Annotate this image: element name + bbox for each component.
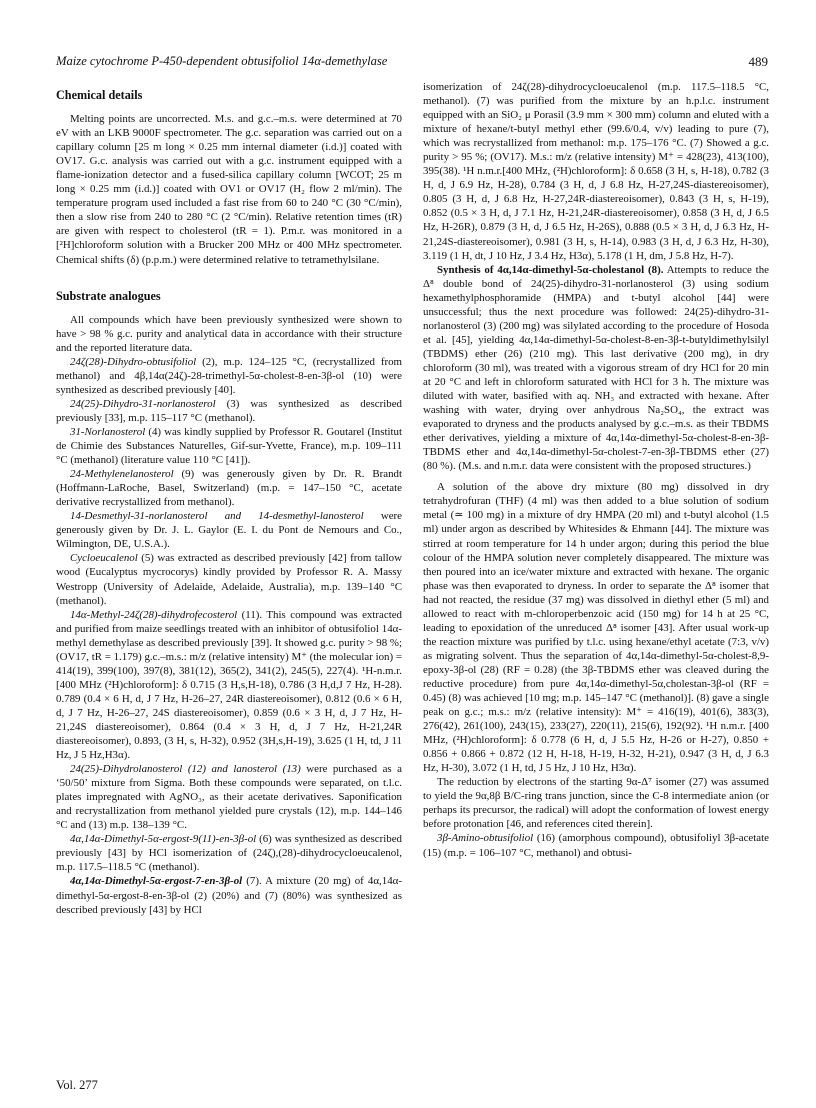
paragraph: All compounds which have been previously synthesized were shown to have > 98 % g.c. purity and analytical data in accordance with their structure and the reported literature data.	[56, 313, 402, 354]
compound-name: 24ζ(28)-Dihydro-obtusifoliol	[70, 355, 197, 368]
compound-name: Cycloeucalenol	[70, 552, 138, 565]
right-column	[423, 80, 769, 860]
paragraph: 24-Methylenelanosterol (9) was generously given by Dr. R. Brandt (Hoffmann-LaRoche, Basel, Switzerland) (m.p. = 147–150 °C, acetate derivative recrystallized from methanol).	[56, 468, 402, 509]
compound-name: 24(25)-Dihydro-31-norlanosterol	[70, 397, 216, 410]
paragraph: 24(25)-Dihydrolanosterol (12) and lanosterol (13) were purchased as a ‘50/50’ mixture from Sigma. Both these compounds were separated, on t.l.c. plates impregnated with AgNO₃, as their acetate derivatives. Saponification and recrystallization from methanol yielded pure crystals (12), m.p. 144–146 °C and (13) m.p. 138–139 °C.	[56, 763, 402, 832]
running-title: Maize cytochrome P-450-dependent obtusifoliol 14α-demethylase	[56, 54, 388, 68]
compound-name: 24(25)-Dihydrolanosterol (12) and lanosterol (13)	[70, 763, 301, 776]
section-heading-substrate-analogues: Substrate analogues	[56, 288, 161, 303]
section-heading-chemical-details: Chemical details	[56, 88, 143, 102]
volume-footer: Vol. 277	[56, 1078, 98, 1092]
compound-name: 14α-Methyl-24ζ(28)-dihydrofecosterol	[70, 608, 238, 621]
paragraph-chemical-details: Melting points are uncorrected. M.s. and g.c.–m.s. were determined at 70 eV with an LKB 9000F spectrometer. The g.c. separation was carried out on a capillary column [25 m long × 0.25 mm internal diameter (i.d.)] coated with OV17. G.c. analysis was carried out with a g.c. instrument equipped with a flame-ionization detector and a fused-silica capillary column [WCOT; 25 m long × 0.25 mm (i.d.)] coated with OV1 or OV17 (H₂ flow 2 ml/min). The temperature program used included a fast rise from 60 to 240 °C (30 °C/min), then a slow rise from 240 to 280 °C (2 °C/min). Relative retention times (tR) are given with respect to cholesterol (tR = 1). P.m.r. was monitored in a [²H]chloroform solution with a Brucker 200 MHz or 400 MHz spectrometer. Chemical shifts (δ) (p.p.m.) were determined relative to tetramethylsilane.	[56, 113, 402, 266]
compound-name: 3β-Amino-obtusifoliol	[437, 832, 534, 845]
compound-name: 4α,14α-Dimethyl-5α-ergost-7-en-3β-ol	[70, 875, 243, 888]
compound-name: 24-Methylenelanosterol	[70, 468, 174, 481]
paragraph: A solution of the above dry mixture (80 mg) dissolved in dry tetrahydrofuran (THF) (4 ml) was then added to a blue solution of sodium metal (≃ 100 mg) in a mixture of dry HMPA (20 ml) and t-butyl alcohol (1.5 ml) under argon as described by Whitesides & Ehmann [44]. The mixture was stirred at room temperature for 14 h under argon; during this period the blue colour of the HMPA solution never completely disappeared. The mixture was then poured into an ice/water mixture and extracted with hexane. The organic phase was then evaporated to dryness. In order to separate the Δ⁸ isomer that had not reacted, the residue (37 mg) was dissolved in diethyl ether (5 ml) and allowed to react with m-chloroperbenzoic acid (150 mg) for 14 h at 25 °C, leading to epoxidation of the unreduced Δ⁸ isomer [43]. After usual work-up the reaction mixture was purified by t.l.c. using hexane/ethyl acetate (7:3, v/v) as migrating solvent. Thus the separation of 4α,14α-dimethyl-5α-cholest-8,9-epoxy-3β-ol (28) (RF = 0.28) (the 3β-TBDMS ether was cleaved during the reductive procedure) from pure 4α,14α-dimethyl-5α,cholestan-3β-ol (RF = 0.45) (8) was achieved [10 mg; m.p. 145–147 °C (methanol)]. (8) gave a single peak on g.c.; m.s.: m/z (relative intensity): M⁺ = 416(19), 401(6), 383(3), 276(42), 261(100), 243(15), 233(27), 220(11), 215(6), 192(92). ¹H n.m.r. [400 MHz, (²H)chloroform]: δ 0.778 (6 H, d, J 5.5 Hz, H-26 or H-27), 0.850 + 0.856 + 0.866 + 0.872 (12 H, H-18, H-19, H-32, H-21), 0.947 (3 H, d, J 6.3 Hz, H-30), 3.072 (1 H, td, J 5 Hz, J 10 Hz, H3α).	[423, 481, 769, 775]
paragraph: isomerization of 24ζ(28)-dihydrocycloeucalenol (m.p. 117.5–118.5 °C, methanol). (7) was purified from the mixture by an h.p.l.c. instrument equipped with an SiO₂ μ Porasil (3.9 mm × 300 mm) column and eluted with a mixture of hexane/t-butyl methyl ether (99.6/0.4, v/v) leading to pure (7), which was recrystallized from methanol: m.p. 175–176 °C. (7) Showed a g.c. purity > 95 %; (OV17). M.s.: m/z (relative intensity) M⁺ = 428(23), 413(100), 395(38). ¹H n.m.r.[400 MHz, (²H)chloroform]: δ 0.658 (3 H, s, H-18), 0.782 (3 H, d, J 6.9 Hz, H-28), 0.784 (3 H, d, J 6.8 Hz, H-27,24S-diastereoisomer), 0.805 (3 H, d, J 6.8 Hz, H-27,24R-diastereoisomer), 0.843 (3 H, s, H-19), 0.852 (0.5 × 3 H, d, J 7.1 Hz, H-21,24R-diastereoisomer), 0.858 (3 H, d, J 6.5 Hz, H-26R), 0.879 (3 H, d, J 6.5 Hz, H-26S), 0.888 (0.5 × 3 H, d, J 6.3 Hz, H-21,24S-diastereoisomer), 0.981 (3 H, s, H-14), 0.983 (3 H, d, J 6.3 Hz, H-30), 3.119 (1 H, dt, J 10 Hz, J 3.4 Hz, H3α), 5.178 (1 H, dm, J 5.8 Hz, H-7).	[423, 81, 769, 262]
left-column	[56, 80, 402, 917]
paragraph: Synthesis of 4α,14α-dimethyl-5α-cholestanol (8). Attempts to reduce the Δ⁸ double bond of 24(25)-dihydro-31-norlanosterol (3) using sodium hexamethylphosphoramide (HMPA) and t-butyl alcohol [44] were unsuccessful; thus the next procedure was followed: 24(25)-dihydro-31-norlanosterol (3) (200 mg) was silylated according to the procedure of Hosoda et al. [45], yielding 4α,14α-dimethyl-5α-cholest-8-en-3β-t-butyldimethylsilyl (TBDMS) ether (26) (210 mg). This last derivative (200 mg), in dry chloroform (30 ml), was treated with a vigorous stream of dry HCl for 20 min at 20 °C and left in chloroform saturated with HCl for 3 h. The mixture was diluted with water, basified with aq. NH₃ and extracted with hexane. After washing with water, drying over anhydrous Na₂SO₄, the extract was evaporated to dryness and the products analysed by g.c.–m.s. as their TBDMS ether derivatives, yielding a mixture of 4α,14α-dimethyl-5α-cholest-8-en-3β-TBDMS ether and 4α,14α-dimethyl-5α-cholest-7-en-3β-TBDMS ether (27) (80 %). (M.s. and n.m.r. data were consistent with the proposed structures.)	[423, 263, 769, 473]
paragraph: Cycloeucalenol (5) was extracted as described previously [42] from tallow wood (Eucalyptus mycrocorys) kindly provided by Professor R. A. Massy Westropp (University of Adelaide, Adelaide, Australia), m.p. 139–140 °C (methanol).	[56, 552, 402, 607]
compound-name: 31-Norlanosterol	[70, 425, 146, 438]
paragraph: 24ζ(28)-Dihydro-obtusifoliol (2), m.p. 124–125 °C, (recrystallized from methanol) and 4β,14α(24ζ)-28-trimethyl-5α-cholest-8-en-3β-ol (10) were synthesized as described previously [40].	[56, 355, 402, 396]
subsection-heading: Synthesis of 4α,14α-dimethyl-5α-cholestanol (8).	[437, 263, 664, 276]
paragraph: 4α,14α-Dimethyl-5α-ergost-9(11)-en-3β-ol (6) was synthesized as described previously [43] by HCl isomerization of (24ζ),(28)-dihydrocycloeucalenol, m.p. 117.5–118.5 °C (methanol).	[56, 833, 402, 874]
page-number: 489	[748, 54, 768, 69]
paragraph: 3β-Amino-obtusifoliol (16) (amorphous compound), obtusifoliyl 3β-acetate (15) (m.p. = 106–107 °C, methanol) and obtusi-	[423, 832, 769, 859]
paragraph: 4α,14α-Dimethyl-5α-ergost-7-en-3β-ol (7). A mixture (20 mg) of 4α,14α-dimethyl-5α-ergost-8-en-3β-ol (2) (20%) and (7) (80%) was synthesized as described previously [43] by HCl	[56, 875, 402, 916]
paragraph: 24(25)-Dihydro-31-norlanosterol (3) was synthesized as described previously [33], m.p. 115–117 °C (methanol).	[56, 397, 402, 424]
paragraph: 14-Desmethyl-31-norlanosterol and 14-desmethyl-lanosterol were generously given by Dr. J. L. Gaylor (E. I. du Pont de Nemours and Co., Wilmington, DE, U.S.A.).	[56, 510, 402, 551]
paragraph: 14α-Methyl-24ζ(28)-dihydrofecosterol (11). This compound was extracted and purified from maize seedlings treated with an inhibitor of obtusifoliol 14α-methyl demethylase as described previously [39]. It showed g.c. purity > 98 %; (OV17, tR = 1.179) g.c.–m.s.: m/z (relative intensity) M⁺ (the molecular ion) = 414(19), 399(100), 397(8), 381(12), 365(2), 341(2), 245(5), 227(4). ¹H-n.m.r. [400 MHz (²H)chloroform]: δ 0.715 (3 H,s,H-18), 0.786 (3 H,d,J 7 Hz, H-28). 0.789 (0.4 × 6 H, d, J 7 Hz, H-26–27, 24R diastereoisomer), 0.812 (0.6 × 6 H, d, J 7 Hz, H-26–27, 24S diastereoisomer), 0.859 (0.6 × 3 H, d, J 7 Hz, H-21,24S diastereoisomer), 0.864 (0.4 × 3 H, d, J 7 Hz, H-21,24R diastereoisomer), 0.893, (3 H, s, H-32), 0.952 (3H,s,H-19), 3.625 (1 H, td, J 11 Hz, J 5 Hz,H3α).	[56, 608, 402, 762]
paragraph: The reduction by electrons of the starting 9α-Δ⁷ isomer (27) was assumed to yield the 9α,8β B/C-ring trans junction, since the C-8 intermediate anion (or perhaps its precursor, the radical) will adopt the conformation of lowest energy before protonation [46, and references cited therein].	[423, 776, 769, 831]
compound-name: 4α,14α-Dimethyl-5α-ergost-9(11)-en-3β-ol	[70, 833, 257, 846]
paragraph: 31-Norlanosterol (4) was kindly supplied by Professor R. Goutarel (Institut de Chimie des Substances Naturelles, Gif-sur-Yvette, France), m.p. 109–111 °C (methanol) (literature value 110 °C [41]).	[56, 425, 402, 467]
compound-name: 14-Desmethyl-31-norlanosterol and 14-desmethyl-lanosterol	[70, 510, 364, 523]
